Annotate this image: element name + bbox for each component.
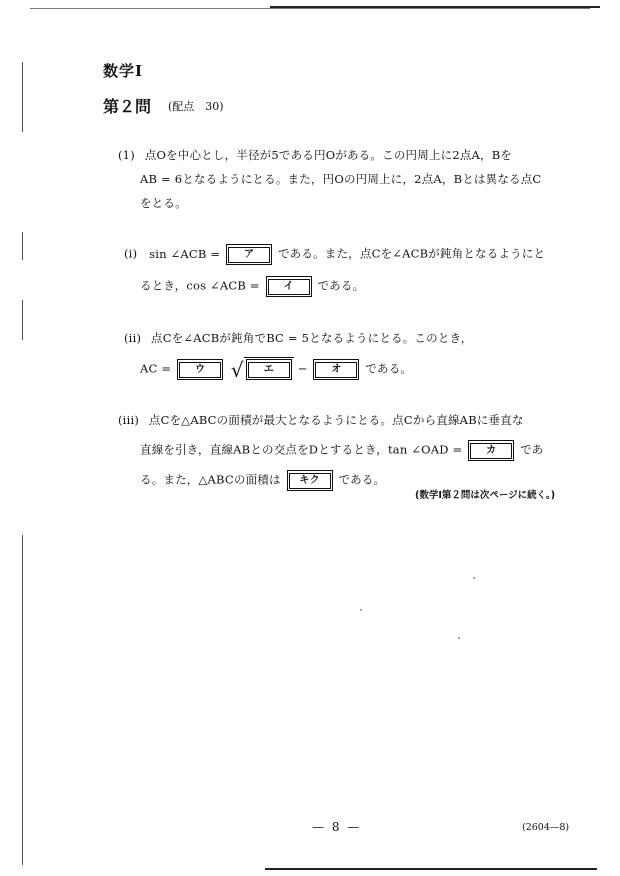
part1-line3: をとる。: [140, 196, 187, 210]
part1-line2: AB = 6となるようにとる。また，円Oの円周上に，2点A，Bとは異なる点C: [140, 172, 542, 186]
top-rule: [30, 8, 590, 9]
scan-speck: [458, 637, 460, 639]
sub-iii-label: (iii): [118, 413, 140, 427]
sub-ii-line2: AC = ウ √ エ − オ である。: [140, 357, 413, 382]
scan-speck: [360, 609, 362, 611]
sub-i-line2: るとき，cos ∠ACB = イ である。: [140, 276, 364, 297]
part1-line1: (1) 点Oを中心とし，半径が5である円Oがある。この円周上に2点A，Bを: [118, 148, 513, 162]
continuation-note: (数学Ⅰ第２問は次ページに続く。): [415, 490, 556, 501]
sub-ii-line1: (ii) 点Cを∠ACBが鈍角でBC = 5となるようにとる。このとき，: [124, 331, 473, 345]
left-margin-mark: [22, 62, 23, 132]
sqrt-radicand: [244, 357, 294, 380]
top-rule-thick: [270, 6, 600, 8]
left-margin-mark: [22, 535, 23, 865]
points-label: (配点 30): [168, 100, 224, 113]
sqrt-sign: √: [230, 357, 244, 382]
question-title: 第２問: [103, 97, 152, 116]
left-margin-mark: [22, 232, 23, 260]
answer-box-a: ア: [226, 244, 272, 265]
answer-box-o: オ: [313, 359, 359, 380]
answer-box-kiku: キク: [287, 470, 333, 491]
sub-iii-line1: (iii) 点Cを△ABCの面積が最大となるようにとる。点Cから直線ABに垂直な: [118, 413, 524, 427]
sub-iii-line2: 直線を引き，直線ABとの交点をDとするとき，tan ∠OAD = カ であ: [140, 440, 544, 461]
sub-iii-line3: る。また，△ABCの面積は キク である。: [140, 470, 385, 491]
bottom-rule: [265, 868, 597, 870]
subject-heading: 数学Ⅰ: [103, 62, 144, 80]
answer-box-u: ウ: [177, 359, 223, 380]
part1-label: (1): [118, 148, 135, 162]
left-margin-mark: [22, 300, 23, 340]
answer-box-e: エ: [246, 359, 292, 380]
sub-i-line1: (i) sin ∠ACB = ア である。また，点Cを∠ACBが鈍角となるようにと: [124, 244, 545, 265]
sub-ii-label: (ii): [124, 331, 142, 345]
page-code: (2604—8): [522, 822, 570, 833]
answer-box-ka: カ: [468, 440, 514, 461]
sub-i-label: (i): [124, 246, 138, 261]
answer-box-i: イ: [266, 276, 312, 297]
page-number: — 8 —: [312, 820, 362, 834]
scan-speck: [473, 577, 475, 579]
